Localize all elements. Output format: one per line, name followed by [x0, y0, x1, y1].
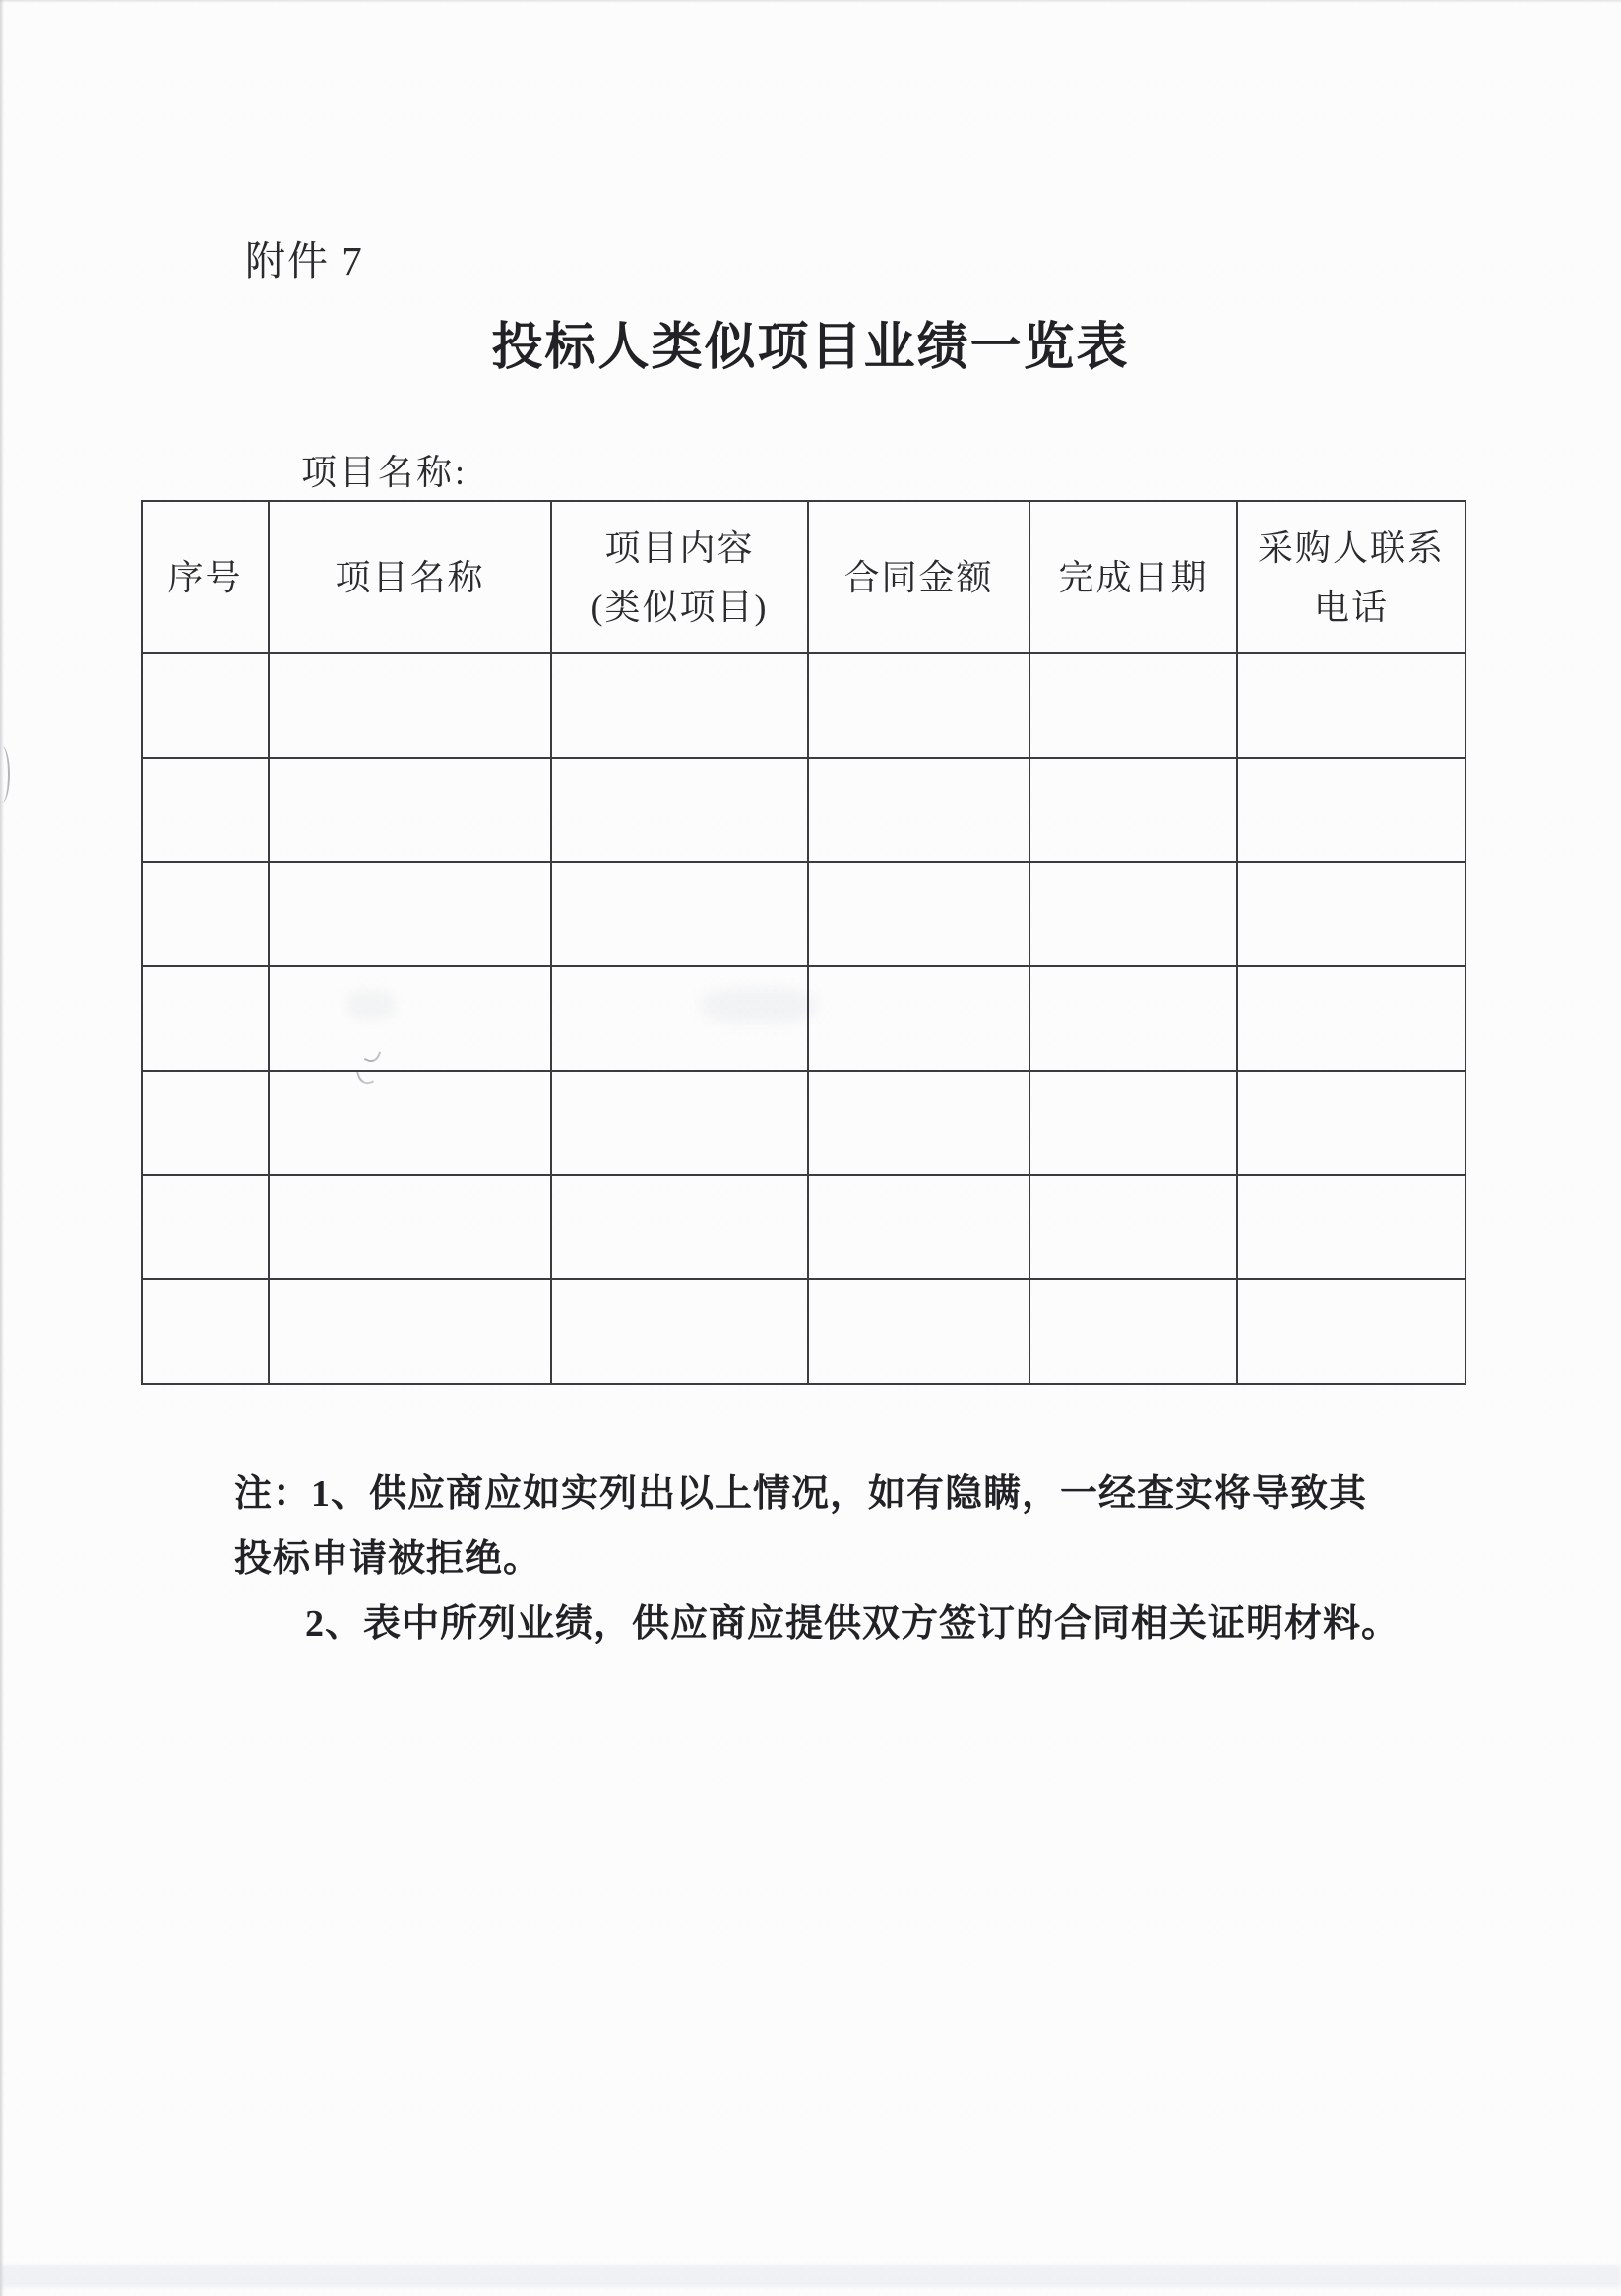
table-cell [142, 1175, 269, 1279]
table-cell [808, 966, 1029, 1071]
table-cell [1029, 862, 1237, 966]
table-cell [1029, 1071, 1237, 1175]
table-cell [1237, 653, 1465, 758]
table-cell [808, 758, 1029, 862]
table-cell [1237, 1175, 1465, 1279]
table-cell [1029, 966, 1237, 1071]
table-cell [1029, 1175, 1237, 1279]
footnote-1-line-2: 投标申请被拒绝。 [234, 1538, 542, 1580]
table-cell [1237, 1071, 1465, 1175]
table-row [142, 1175, 1465, 1279]
table-cell [269, 862, 551, 966]
table-row [142, 758, 1465, 862]
header-完成日期: 完成日期 [1029, 501, 1237, 653]
table-cell [269, 1071, 551, 1175]
table-cell [808, 1175, 1029, 1279]
table-cell [142, 758, 269, 862]
table-cell [142, 653, 269, 758]
table-row [142, 653, 1465, 758]
table-cell [142, 862, 269, 966]
table-cell [142, 1279, 269, 1384]
table-cell [269, 653, 551, 758]
scan-noise-band [0, 2265, 1621, 2287]
project-name-label: 项目名称: [301, 453, 468, 492]
table-cell [808, 1071, 1029, 1175]
table-cell [1029, 758, 1237, 862]
attachment-label: 附件 7 [245, 238, 364, 283]
table-cell [269, 966, 551, 1071]
document-title: 投标人类似项目业绩一览表 [491, 319, 1130, 376]
table-cell [551, 862, 808, 966]
performance-table [141, 500, 1466, 1385]
table-cell [1237, 966, 1465, 1071]
table-cell [269, 1279, 551, 1384]
table-cell [551, 1071, 808, 1175]
table-cell [551, 966, 808, 1071]
table-cell [1029, 1279, 1237, 1384]
footnote-2: 2、表中所列业绩，供应商应提供双方签订的合同相关证明材料。 [305, 1603, 1401, 1644]
table-cell [142, 966, 269, 1071]
table-cell [551, 758, 808, 862]
table-cell [269, 758, 551, 862]
table-body [142, 653, 1465, 1384]
table-cell [808, 862, 1029, 966]
table-row [142, 862, 1465, 966]
table-cell [269, 1175, 551, 1279]
table-cell [808, 1279, 1029, 1384]
header-采购人联系电话: 采购人联系 电话 [1237, 501, 1465, 653]
table-row [142, 1279, 1465, 1384]
table-row [142, 1071, 1465, 1175]
header-项目名称: 项目名称 [269, 501, 551, 653]
scan-edge-top [0, 0, 1621, 3]
header-项目内容-类似项目: 项目内容 (类似项目) [551, 501, 808, 653]
table-cell [142, 1071, 269, 1175]
table-cell [808, 653, 1029, 758]
scan-pen-mark [0, 746, 10, 803]
footnote-1-line-1: 注：1、供应商应如实列出以上情况，如有隐瞒，一经查实将导致其 [234, 1473, 1368, 1515]
table-cell [1237, 862, 1465, 966]
table-cell [551, 1279, 808, 1384]
table-row [142, 966, 1465, 1071]
table-cell [551, 653, 808, 758]
table-cell [1029, 653, 1237, 758]
table-cell [1237, 1279, 1465, 1384]
header-序号: 序号 [142, 501, 269, 653]
table-cell [1237, 758, 1465, 862]
table-cell [551, 1175, 808, 1279]
table-header-row [142, 501, 1465, 653]
header-合同金额: 合同金额 [808, 501, 1029, 653]
